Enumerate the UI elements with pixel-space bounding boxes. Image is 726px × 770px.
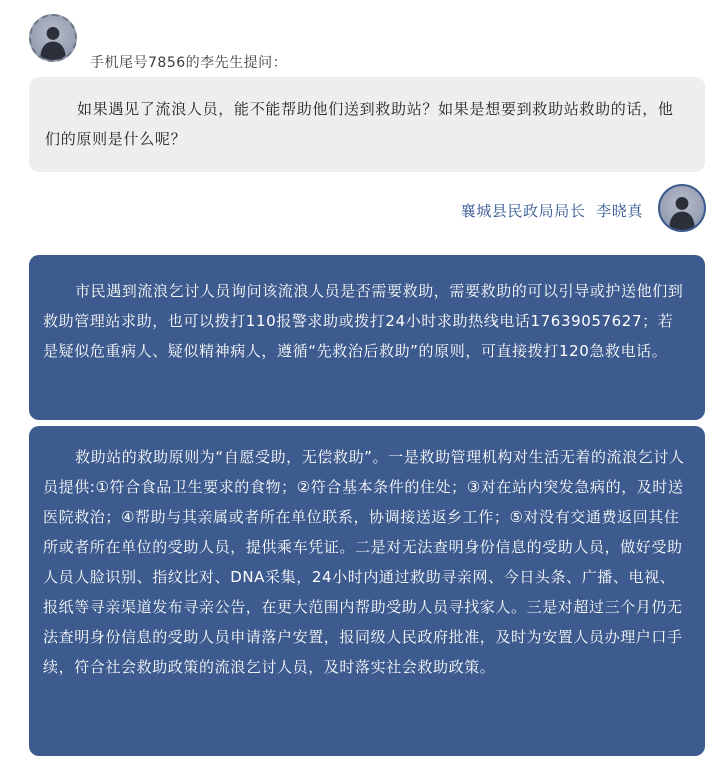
question-bubble bbox=[29, 77, 705, 172]
answer-bubble-1 bbox=[29, 255, 705, 420]
answer-text-2: 救助站的救助原则为“自愿受助，无偿救助”。一是救助管理机构对生活无着的流浪乞讨人员提供:①符合食品卫生要求的食物；②符合基本条件的住处；③对在站内突发急病的，及时送医院救治；④帮助与其亲属或者所在单位联系，协调接送返乡工作；⑤对没有交通费返回其住所或者所在单位的受助人员，提供乘车凭证。二是对无法查明身份信息的受助人员，做好受助人员人脸识别、指纹比对、DNA采集，24小时内通过救助寻亲网、今日头条、广播、电视、报纸等寻亲渠道发布寻亲公告，在更大范围内帮助受助人员寻找家人。三是对超过三个月仍无法查明身份信息的受助人员申请落户安置，报同级人民政府批准，及时为安置人员办理户口手续，符合社会救助政策的流浪乞讨人员，及时落实社会救助政策。 bbox=[43, 448, 685, 676]
answer-text-1: 市民遇到流浪乞讨人员询问该流浪人员是否需要救助，需要救助的可以引导或护送他们到救助管理站求助，也可以拨打110报警求助或拨打24小时求助热线电话17639057627；若是疑似危重病人、疑似精神病人，遵循“先救治后救助”的原则，可直接拨打120急救电话。 bbox=[43, 282, 684, 360]
person-silhouette-icon bbox=[660, 186, 704, 230]
responder-avatar bbox=[658, 184, 706, 232]
responder-name: 襄城县民政局局长 李晓真 bbox=[460, 202, 643, 220]
asker-name: 手机尾号7856的李先生提问： bbox=[90, 55, 288, 71]
asker-avatar bbox=[29, 14, 77, 62]
answer-bubble-2 bbox=[29, 426, 705, 756]
question-text: 如果遇见了流浪人员，能不能帮助他们送到救助站？如果是想要到救助站救助的话，他们的原则是什么呢？ bbox=[45, 100, 674, 148]
person-silhouette-icon bbox=[31, 16, 75, 60]
